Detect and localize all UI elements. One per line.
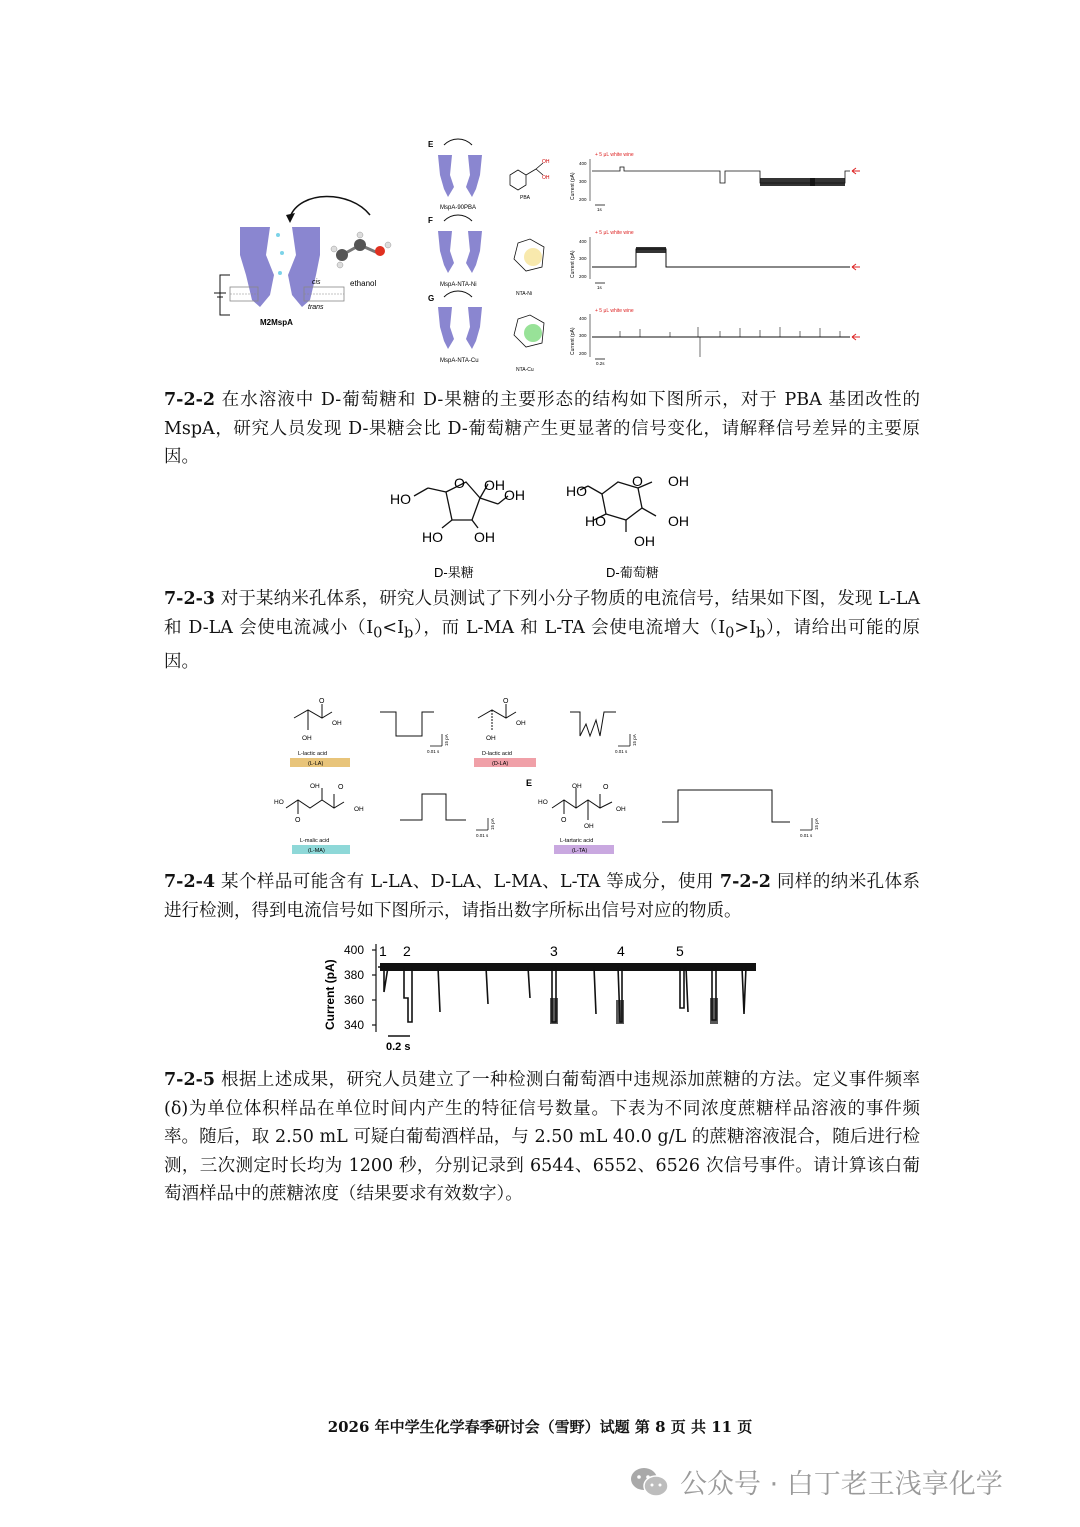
page-footer: 2026 年中学生化学春季研讨会（雪野）试题 第 8 页 共 11 页 [327,1418,753,1436]
signal-marker: 1 [379,943,387,959]
svg-text:OH: OH [486,735,496,742]
svg-text:OH: OH [572,783,582,790]
svg-text:OH: OH [516,720,526,727]
svg-text:OH: OH [668,473,689,489]
svg-text:OH: OH [310,783,320,790]
svg-text:MspA-90PBA: MspA-90PBA [440,205,477,211]
pore-f [438,215,482,288]
svg-text:HO: HO [422,529,443,545]
y-tick: 340 [344,1018,365,1032]
svg-text:O: O [295,817,301,824]
wechat-icon [630,1466,670,1500]
svg-text:200: 200 [579,351,587,356]
svg-text:OH: OH [332,720,342,727]
svg-text:(D-LA): (D-LA) [492,761,509,767]
m2mspa-schematic [214,196,391,327]
svg-text:300: 300 [579,333,587,338]
svg-text:1s: 1s [597,285,602,290]
svg-text:PBA: PBA [520,195,531,201]
l-malic-acid [274,783,364,854]
svg-text:15 pA: 15 pA [814,818,819,830]
svg-text:O: O [632,473,643,489]
d-la-trace [570,712,637,754]
signal-marker: 3 [550,943,558,959]
svg-text:Current (pA): Current (pA) [570,172,576,200]
svg-text:HO: HO [274,799,284,806]
l-tartaric-acid [538,783,626,854]
svg-text:1s: 1s [597,207,602,212]
mixture-current-trace [318,938,768,1056]
ethanol-label: ethanol [350,279,377,288]
y-tick: 400 [344,943,365,957]
pore-g [438,291,482,364]
l-lactic-acid [290,698,350,767]
svg-text:0.2s: 0.2s [596,361,605,366]
nanopore-figure [200,135,880,375]
svg-text:200: 200 [579,197,587,202]
svg-text:+ 5 μL white wine: + 5 μL white wine [595,308,634,314]
question-text: 在水溶液中 D-葡萄糖和 D-果糖的主要形态的结构如下图所示，对于 PBA 基团改性的 MspA，研究人员发现 D-果糖会比 D-葡萄糖产生更显著的信号变化，请解释信号差异的主要原因。 [164,390,920,467]
question-number: 7-2-4 [164,872,216,892]
l-la-trace [380,712,449,754]
svg-text:400: 400 [579,316,587,321]
d-lactic-acid [474,698,536,767]
svg-text:MspA-NTA-Cu: MspA-NTA-Cu [440,358,479,364]
m2mspa-label: M2MspA [260,318,293,327]
svg-text:L-tartaric acid: L-tartaric acid [560,838,594,844]
svg-text:OH: OH [634,533,655,549]
pba-structure [510,159,550,201]
svg-text:(L-MA): (L-MA) [308,848,325,854]
fructose-label: D-果糖 [434,565,474,580]
svg-text:O: O [503,698,509,705]
svg-text:OH: OH [302,735,312,742]
l-ta-trace [662,790,819,838]
y-tick: 380 [344,968,365,982]
svg-text:O: O [319,698,325,705]
question-7-2-4: 7-2-4 某个样品可能含有 L-LA、D-LA、L-MA、L-TA 等成分，使用 7-2-2 同样的纳米孔体系进行检测，得到电流信号如下图所示，请指出数字所标出信号对应的物质。 [164,872,920,921]
svg-text:OH: OH [616,806,626,813]
svg-text:+ 5 μL white wine: + 5 μL white wine [595,152,634,158]
glucose-label: D-葡萄糖 [606,565,659,580]
svg-text:HO: HO [585,513,606,529]
question-7-2-3: 7-2-3 对于某纳米孔体系，研究人员测试了下列小分子物质的电流信号，结果如下图，发现 L-LA 和 D-LA 会使电流减小$(I_0<I_b)$，而 L-MA 和 L-TA 会使电流增大$(I_0>I_b)$，请给出可能的原因。 [164,589,920,672]
svg-text:OH: OH [542,159,550,165]
panel-e-letter: E [526,778,533,788]
svg-text:OH: OH [354,806,364,813]
svg-text:15 pA: 15 pA [490,818,495,830]
trans-label: trans [308,304,324,311]
svg-text:OH: OH [474,529,495,545]
svg-text:NTA-Cu: NTA-Cu [516,367,534,373]
question-number: 7-2-5 [164,1070,216,1090]
svg-text:L-lactic acid: L-lactic acid [298,751,328,757]
svg-text:OH: OH [542,175,550,181]
nta-ni-structure [514,239,544,297]
svg-text:O: O [454,475,465,491]
svg-text:400: 400 [579,161,587,166]
l-ma-trace [400,794,495,838]
svg-text:0.01 s: 0.01 s [615,749,628,754]
svg-text:(L-LA): (L-LA) [308,761,324,767]
nta-cu-structure [514,315,544,373]
svg-text:15 pA: 15 pA [632,734,637,746]
question-7-2-2 [164,386,920,472]
question-7-2-5: 7-2-5 根据上述成果，研究人员建立了一种检测白葡萄酒中违规添加蔗糖的方法。定义事件频率(δ)为单位体积样品在单位时间内产生的特征信号数量。下表为不同浓度蔗糖样品溶液的事件频率。随后，取 2.50 mL 可疑白葡萄酒样品，与 2.50 mL 40.0 g/L 的蔗糖溶液混合，随后进行检测，三次测定时长均为 1200 秒，分别记录到 6544、6552、6526 次信号事件。请计算该白葡萄酒样品中的蔗糖浓度（结果要求有效数字）。 [164,1070,920,1204]
time-scale: 0.2 s [386,1041,411,1053]
panel-f-letter: F [428,216,433,225]
question-number: 7-2-3 [164,589,216,609]
svg-text:O: O [561,817,567,824]
svg-text:Current (pA): Current (pA) [570,250,576,278]
trace-g [570,308,860,366]
signal-marker: 4 [617,943,625,959]
svg-text:0.01 s: 0.01 s [427,749,440,754]
question-number: 7-2-2 [164,390,216,410]
acid-signal-figure [270,690,830,860]
trace-e [570,152,860,212]
watermark-text: 公众号 · 白丁老王浅享化学 [680,1469,1003,1500]
y-axis-label: Current (pA) [323,959,337,1030]
svg-text:Current (pA): Current (pA) [570,327,576,355]
svg-text:OH: OH [484,477,505,493]
svg-text:+ 5 μL white wine: + 5 μL white wine [595,230,634,236]
svg-text:OH: OH [504,487,525,503]
y-tick: 360 [344,993,365,1007]
svg-text:D-lactic acid: D-lactic acid [482,751,512,757]
pore-e [438,139,482,211]
svg-text:0.01 s: 0.01 s [800,833,813,838]
ethanol-molecule [331,232,391,268]
svg-text:OH: OH [668,513,689,529]
panel-g-letter: G [428,294,435,303]
svg-text:OH: OH [584,823,594,830]
rotation-arrow [290,196,370,217]
cis-label: cis [312,279,321,286]
svg-text:HO: HO [390,491,411,507]
svg-text:MspA-NTA-Ni: MspA-NTA-Ni [440,282,477,288]
sugar-structures [380,468,720,580]
signal-marker: 2 [403,943,411,959]
svg-text:O: O [338,784,344,791]
svg-text:0.01 s: 0.01 s [476,833,489,838]
svg-text:300: 300 [579,256,587,261]
svg-text:NTA-Ni: NTA-Ni [516,291,533,297]
svg-text:15 pA: 15 pA [444,734,449,746]
svg-text:(L-TA): (L-TA) [572,848,588,854]
svg-text:O: O [603,784,609,791]
trace-f [570,230,860,290]
svg-text:HO: HO [566,483,587,499]
svg-text:HO: HO [538,799,548,806]
svg-text:L-malic acid: L-malic acid [300,838,330,844]
signal-marker: 5 [676,943,684,959]
svg-text:400: 400 [579,239,587,244]
svg-text:200: 200 [579,274,587,279]
svg-text:300: 300 [579,179,587,184]
panel-e-letter: E [428,140,434,149]
